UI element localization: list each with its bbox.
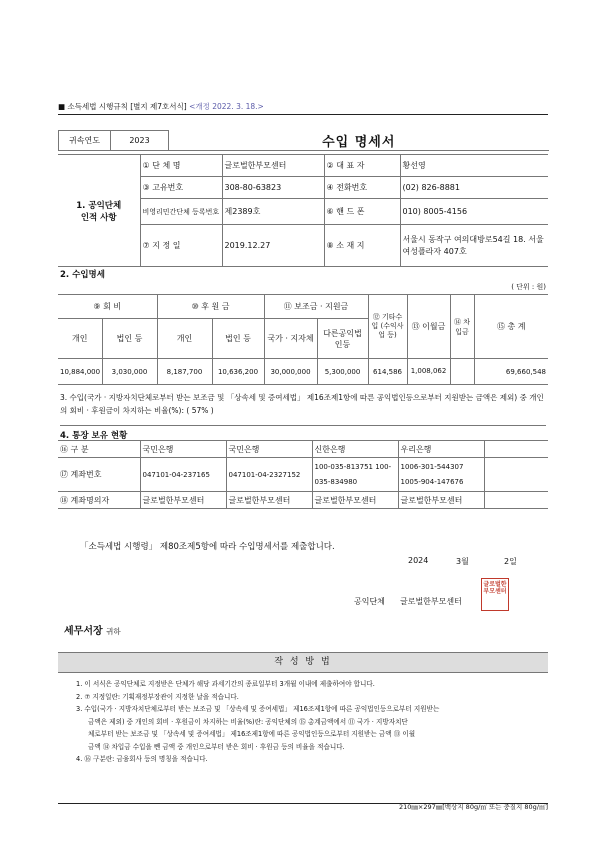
reg-value: 제2389호 <box>222 199 324 225</box>
guide-title: 작 성 방 법 <box>58 652 548 673</box>
address-label: ⑧ 소 재 지 <box>324 225 400 267</box>
designated-label: ⑦ 지 정 일 <box>140 225 222 267</box>
account-1: 047101-04-237165 <box>140 458 226 492</box>
revision-date: <개정 2022. 3. 18.> <box>189 102 264 111</box>
row-holder-label: ⑱ 계좌명의자 <box>58 492 140 509</box>
mobile-label: ⑥ 핸 드 폰 <box>324 199 400 225</box>
val-total: 69,660,548 <box>474 359 548 385</box>
section1-table <box>58 154 548 267</box>
sub-state: 국가 · 지자체 <box>264 319 317 359</box>
year-value: 2023 <box>111 131 169 151</box>
form-label: ■ 소득세법 시행규칙 [별지 제7호서식] <box>58 102 187 111</box>
bank-4: 우리은행 <box>398 441 484 458</box>
writing-guide <box>58 652 548 803</box>
tel-value: (02) 826-8881 <box>400 177 548 199</box>
row-type-label: ⑯ 구 분 <box>58 441 140 458</box>
org-label: 공익단체 <box>354 597 385 606</box>
guide-item-4: 4. ⑯ 구분란: 금융회사 등의 명칭을 적습니다. <box>76 755 208 763</box>
bank-2: 국민은행 <box>226 441 312 458</box>
account-2: 047101-04-2327152 <box>226 458 312 492</box>
account-3: 100-035-813751 100-035-834980 <box>312 458 398 492</box>
title-table <box>58 130 549 151</box>
holder-1: 글로벌한부모센터 <box>140 492 226 509</box>
val-donation-individual: 8,187,700 <box>157 359 212 385</box>
address-value: 서울시 동작구 여의대방로54길 18. 서울여성플라자 407호 <box>400 225 548 267</box>
section1-title-line2: 인적 사항 <box>80 212 117 223</box>
val-loan <box>450 359 474 385</box>
guide-item-1: 1. 이 서식은 공익단체로 지정받은 단체가 해당 과세기간의 종료일부터 3개월 이내에 제출하여야 합니다. <box>76 680 375 688</box>
section1-title-line1: 1. 공익단체 <box>76 200 122 211</box>
reg-label: 비영리민간단체 등록번호 <box>140 199 222 225</box>
org-name: 글로벌한부모센터 <box>400 597 462 606</box>
holder-4: 글로벌한부모센터 <box>398 492 484 509</box>
designated-value: 2019.12.27 <box>222 225 324 267</box>
mobile-value: 010) 8005-4156 <box>400 199 548 225</box>
rep-label: ② 대 표 자 <box>324 155 400 177</box>
id-label: ③ 고유번호 <box>140 177 222 199</box>
row-account-label: ⑰ 계좌번호 <box>58 458 140 492</box>
col-carryover: ⑬ 이월금 <box>407 295 450 359</box>
name-label: ① 단 체 명 <box>140 155 222 177</box>
submission-month: 3월 <box>456 557 469 566</box>
sub-corp-1: 법인 등 <box>102 319 157 359</box>
guide-item-2: 2. ⑦ 지정일란: 기획재정부장관이 지정한 날을 적습니다. <box>76 692 239 701</box>
org-seal: 글로벌한부모센터 <box>481 578 509 611</box>
submission-statement: 「소득세법 시행령」 제80조제5항에 따라 수입명세서를 제출합니다. <box>80 542 335 552</box>
val-donation-corp: 10,636,200 <box>212 359 264 385</box>
addressee <box>64 622 121 637</box>
form-page <box>58 100 548 812</box>
col-total: ⑮ 총 계 <box>474 295 548 359</box>
sub-individual-2: 개인 <box>157 319 212 359</box>
sub-individual-1: 개인 <box>58 319 102 359</box>
form-header <box>58 100 548 114</box>
val-carryover: 1,008,062 <box>407 359 450 385</box>
guide-item-3d: 금액 ⑭ 차입금 수입을 뺀 금액 중 개인으로부터 받은 회비 · 후원금 등의 비율을 적습니다. <box>88 742 345 751</box>
bank-table <box>58 440 548 509</box>
section2-title: 2. 수입명세 <box>60 270 105 280</box>
income-table <box>58 294 548 385</box>
sub-other-corp: 다른공익법인등 <box>317 319 368 359</box>
guide-item-3: 3. 수입(국가 · 지방자치단체로부터 받는 보조금 및 「상속세 및 증여세법」 제16조제1항에 따른 공익법인등으로부터 지원받는 <box>76 705 440 713</box>
holder-2: 글로벌한부모센터 <box>226 492 312 509</box>
holder-3: 글로벌한부모센터 <box>312 492 398 509</box>
bank-3: 신한은행 <box>312 441 398 458</box>
val-dues-individual: 10,884,000 <box>58 359 102 385</box>
guide-item-3c: 체로부터 받는 보조금 및 「상속세 및 증여세법」 제16조제1항에 따른 공익법인등으로부터 지원받는 금액 ⑬ 이월 <box>88 730 416 738</box>
tel-label: ④ 전화번호 <box>324 177 400 199</box>
col-other: ⑫ 기타수입 (수익사업 등) <box>368 295 407 359</box>
account-4: 1006-301-544307 1005-904-147676 <box>398 458 484 492</box>
section3-text: 3. 수입(국가 · 지방자치단체로부터 받는 보조금 및 「상속세 및 증여세법」 제16조제1항에 따른 공익법인등으로부터 지원받는 금액은 제외) 중 개인의 회비 · 후원금이 차지하는 비율(%): ( 57% ) <box>60 393 544 415</box>
col-donation: ⑩ 후 원 금 <box>157 295 264 319</box>
section1-title <box>58 155 140 267</box>
val-other-income: 614,586 <box>368 359 407 385</box>
bank-empty <box>484 441 548 458</box>
year-label: 귀속연도 <box>59 131 111 151</box>
guide-list <box>58 673 548 766</box>
section4-title: 4. 통장 보유 현황 <box>60 425 546 441</box>
val-subsidy-state: 30,000,000 <box>264 359 317 385</box>
top-rule <box>58 114 548 115</box>
val-dues-corp: 3,030,000 <box>102 359 157 385</box>
col-dues: ⑨ 회 비 <box>58 295 157 319</box>
submission-year: 2024 <box>408 556 429 565</box>
addressee-name: 세무서장 <box>64 626 103 637</box>
col-subsidy: ⑪ 보조금 · 지원금 <box>264 295 368 319</box>
unit-label: ( 단위 : 원) <box>511 283 546 291</box>
val-subsidy-other: 5,300,000 <box>317 359 368 385</box>
col-loan: ⑭ 차입금 <box>450 295 474 359</box>
sub-corp-2: 법인 등 <box>212 319 264 359</box>
addressee-suffix: 귀하 <box>106 627 121 636</box>
bank-1: 국민은행 <box>140 441 226 458</box>
form-title: 수입 명세서 <box>169 131 549 151</box>
rep-value: 황선영 <box>400 155 548 177</box>
account-empty <box>484 458 548 492</box>
guide-item-3b: 금액은 제외) 중 개인의 회비 · 후원금이 차지하는 비율(%)란: 공익단체의 ⑮ 총계금액에서 ⑪ 국가 · 지방자치단 <box>88 717 408 726</box>
paper-spec: 210㎜×297㎜[백상지 80g/㎡ 또는 중질지 80g/㎡] <box>398 803 548 811</box>
name-value: 글로벌한부모센터 <box>222 155 324 177</box>
holder-empty <box>484 492 548 509</box>
submission-day: 2일 <box>504 557 517 566</box>
id-value: 308-80-63823 <box>222 177 324 199</box>
